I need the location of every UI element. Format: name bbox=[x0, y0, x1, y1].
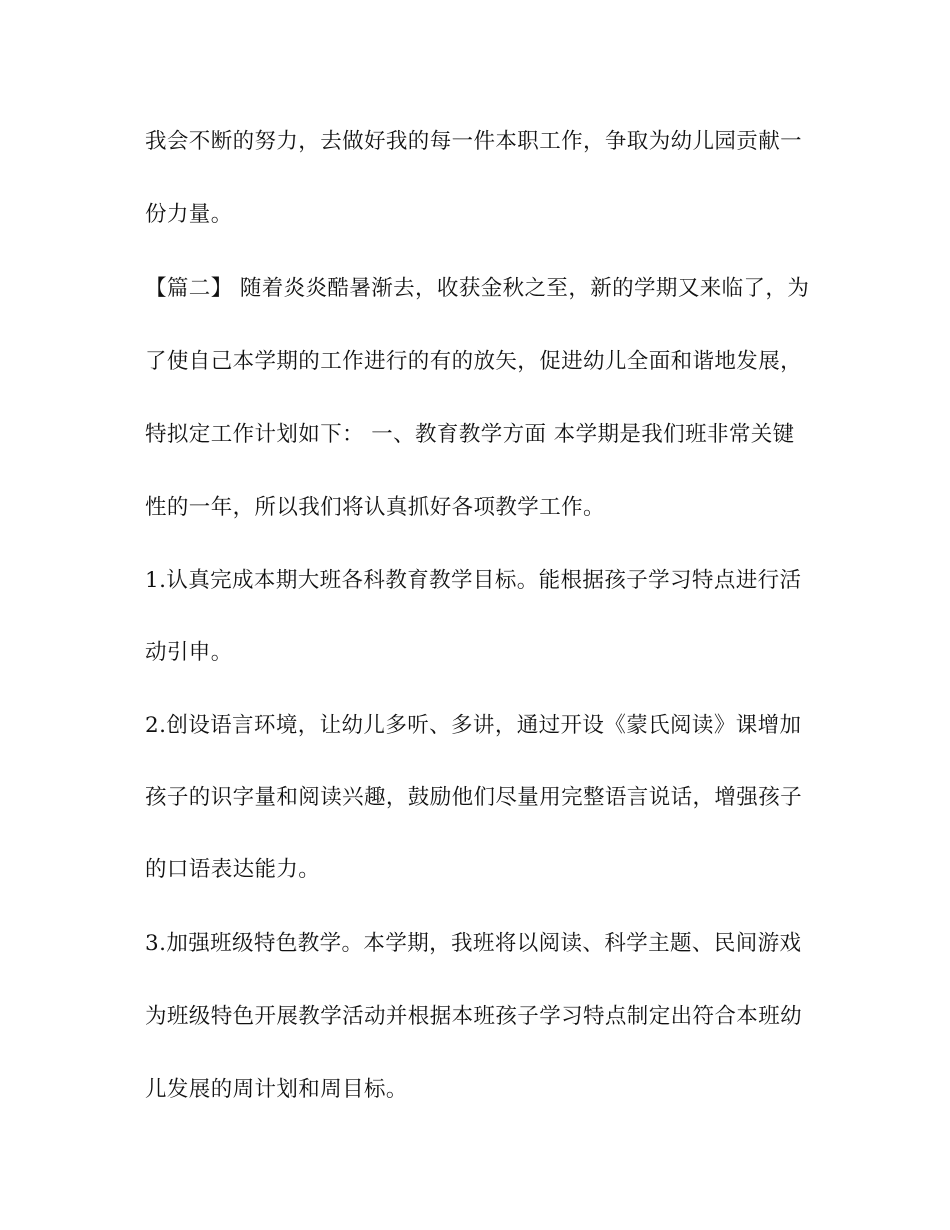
text-line: 我会不断的努力，去做好我的每一件本职工作，争取为幼儿园贡献一 bbox=[145, 129, 803, 154]
text-line: 为班级特色开展教学活动并根据本班孩子学习特点制定出符合本班幼 bbox=[145, 1004, 803, 1029]
text-line: 性的一年，所以我们将认真抓好各项教学工作。 bbox=[145, 495, 605, 520]
text-line: 的口语表达能力。 bbox=[145, 857, 321, 882]
text-line: 【篇二】 随着炎炎酷暑渐去，收获金秋之至，新的学期又来临了，为 bbox=[145, 276, 810, 301]
text-line: 3.加强班级特色教学。本学期，我班将以阅读、科学主题、民间游戏 bbox=[145, 931, 802, 956]
text-line: 儿发展的周计划和周目标。 bbox=[145, 1077, 408, 1102]
text-line: 特拟定工作计划如下： 一、教育教学方面 本学期是我们班非常关键 bbox=[145, 422, 795, 447]
text-line: 动引申。 bbox=[145, 640, 233, 665]
text-line: 份力量。 bbox=[145, 202, 233, 227]
text-line: 了使自己本学期的工作进行的有的放矢，促进幼儿全面和谐地发展， bbox=[145, 349, 803, 374]
text-line: 2.创设语言环境，让幼儿多听、多讲，通过开设《蒙氏阅读》课增加 bbox=[145, 713, 802, 738]
text-line: 孩子的识字量和阅读兴趣，鼓励他们尽量用完整语言说话，增强孩子 bbox=[145, 785, 803, 810]
text-line: 1.认真完成本期大班各科教育教学目标。能根据孩子学习特点进行活 bbox=[145, 568, 802, 593]
